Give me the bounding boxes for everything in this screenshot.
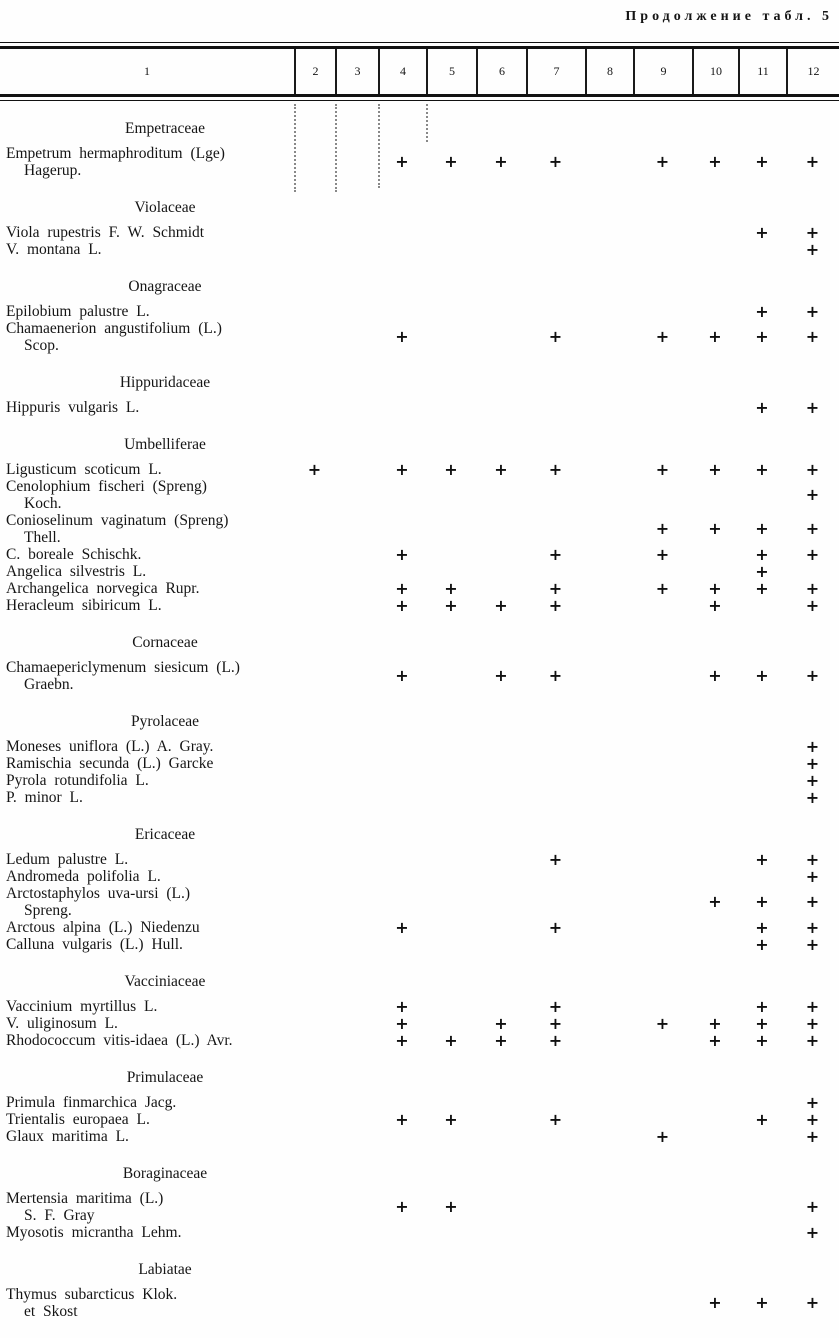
species-row [0, 919, 839, 936]
family-heading: Empetraceae [124, 120, 206, 137]
species-row [0, 789, 839, 806]
plus-mark-col-2: + [307, 459, 322, 479]
plus-mark-col-7: + [548, 544, 563, 564]
species-name [0, 224, 300, 241]
plus-mark-col-6: + [494, 459, 508, 479]
plus-mark-col-4: + [395, 327, 409, 346]
species-name-line: Angelica silvestris L. [6, 563, 147, 580]
header-bottom-rule-thick [0, 94, 839, 97]
species-name-line: Empetrum hermaphroditum (Lge) [6, 145, 225, 162]
species-name-line: Pyrola rotundifolia L. [6, 772, 149, 789]
plus-mark-col-12: + [805, 753, 820, 773]
plus-mark-col-10: + [708, 459, 722, 479]
species-name-line: Hippuris vulgaris L. [6, 399, 140, 416]
species-name-line: Ledum palustre L. [6, 851, 129, 868]
plus-mark-col-11: + [755, 459, 769, 479]
species-name [0, 399, 300, 416]
plus-mark-col-12: + [805, 917, 820, 937]
plus-mark-col-9: + [655, 1013, 670, 1033]
species-name-line: Graebn. [24, 676, 74, 693]
plus-mark-col-7: + [548, 459, 563, 479]
species-name-line: C. boreale Schischk. [6, 546, 142, 563]
species-name-line: S. F. Gray [24, 1207, 95, 1224]
plus-mark-col-11: + [755, 1013, 769, 1033]
species-name-line: Arctostaphylos uva-ursi (L.) [6, 885, 191, 902]
family-heading: Vacciniaceae [124, 973, 206, 990]
plus-mark-col-12: + [805, 485, 820, 504]
plus-mark-col-12: + [805, 459, 820, 479]
plus-mark-col-11: + [755, 397, 769, 417]
species-name [0, 145, 300, 179]
plus-mark-col-12: + [805, 1092, 820, 1112]
plus-mark-col-7: + [548, 595, 563, 615]
plus-mark-col-9: + [655, 1126, 670, 1146]
species-name [0, 303, 300, 320]
species-name [0, 1015, 300, 1032]
plus-mark-col-12: + [805, 327, 820, 346]
plus-mark-col-9: + [655, 459, 670, 479]
column-header-3: 3 [335, 49, 378, 94]
family-heading: Pyrolaceae [131, 713, 199, 730]
species-name [0, 563, 300, 580]
species-name-line: Myosotis micrantha Lehm. [6, 1224, 182, 1241]
species-row [0, 1032, 839, 1049]
species-row [0, 1128, 839, 1145]
species-name-line: V. montana L. [6, 241, 102, 258]
species-name [0, 580, 300, 597]
species-name [0, 998, 300, 1015]
plus-mark-col-5: + [444, 1030, 458, 1050]
plus-mark-col-9: + [655, 152, 670, 171]
species-name [0, 478, 300, 512]
plus-mark-col-12: + [805, 1126, 820, 1146]
species-name-line: Glaux maritima L. [6, 1128, 129, 1145]
plus-mark-col-4: + [395, 1197, 409, 1216]
species-row [0, 512, 839, 546]
species-name [0, 241, 300, 258]
plus-mark-col-12: + [805, 544, 820, 564]
plus-mark-col-12: + [805, 666, 820, 685]
plus-mark-col-10: + [708, 327, 722, 346]
plus-mark-col-12: + [805, 996, 820, 1016]
plus-mark-col-4: + [395, 1109, 409, 1129]
plus-mark-col-5: + [444, 1109, 458, 1129]
species-name-line: V. uliginosum L. [6, 1015, 118, 1032]
column-header-6: 6 [476, 49, 526, 94]
plus-mark-col-5: + [444, 152, 458, 171]
species-row [0, 936, 839, 953]
species-row [0, 320, 839, 354]
plus-mark-col-12: + [805, 892, 820, 911]
species-name-line: Thymus subarcticus Klok. [6, 1286, 178, 1303]
plus-mark-col-6: + [494, 1013, 508, 1033]
column-header-1: 1 [144, 64, 150, 78]
plus-mark-col-11: + [755, 1109, 769, 1129]
plus-mark-col-12: + [805, 787, 820, 807]
plus-mark-col-5: + [444, 595, 458, 615]
species-name-line: Thell. [24, 529, 61, 546]
plus-mark-col-4: + [395, 152, 409, 171]
plus-mark-col-10: + [708, 595, 722, 615]
species-name-line: Trientalis europaea L. [6, 1111, 150, 1128]
species-row [0, 1094, 839, 1111]
plus-mark-col-11: + [755, 666, 769, 685]
species-name [0, 1190, 300, 1224]
plus-mark-col-5: + [444, 578, 458, 598]
species-name-line: Vaccinium myrtillus L. [6, 998, 158, 1015]
plus-mark-col-7: + [548, 327, 563, 346]
species-row [0, 580, 839, 597]
species-name-line: Epilobium palustre L. [6, 303, 150, 320]
plus-mark-col-11: + [755, 849, 769, 869]
plus-mark-col-9: + [655, 544, 670, 564]
plus-mark-col-4: + [395, 595, 409, 615]
species-name-line: Viola rupestris F. W. Schmidt [6, 224, 205, 241]
plus-mark-col-9: + [655, 578, 670, 598]
plus-mark-col-12: + [805, 1109, 820, 1129]
plus-mark-col-12: + [805, 1197, 820, 1216]
species-row [0, 659, 839, 693]
species-name-line: Chamaepericlymenum siesicum (L.) [6, 659, 240, 676]
species-row [0, 1190, 839, 1224]
plus-mark-col-12: + [805, 1030, 820, 1050]
plus-mark-col-12: + [805, 519, 820, 538]
species-name [0, 1286, 300, 1320]
plus-mark-col-7: + [548, 1109, 563, 1129]
plus-mark-col-11: + [755, 996, 769, 1016]
plus-mark-col-12: + [805, 1222, 820, 1242]
column-header-8: 8 [585, 49, 633, 94]
plus-mark-col-4: + [395, 1013, 409, 1033]
plus-mark-col-12: + [805, 736, 820, 756]
plus-mark-col-11: + [755, 578, 769, 598]
species-name-line: Archangelica norvegica Rupr. [6, 580, 200, 597]
species-name [0, 1224, 300, 1241]
species-name [0, 885, 300, 919]
plus-mark-col-10: + [708, 666, 722, 685]
plus-mark-col-12: + [805, 578, 820, 598]
species-name [0, 597, 300, 614]
family-heading: Primulaceae [126, 1069, 204, 1086]
plus-mark-col-11: + [755, 301, 769, 321]
species-row [0, 546, 839, 563]
column-header-7: 7 [526, 49, 585, 94]
plus-mark-col-11: + [755, 892, 769, 911]
table-header-row [0, 49, 839, 94]
plus-mark-col-5: + [444, 1197, 458, 1216]
plus-mark-col-12: + [805, 152, 820, 171]
species-name [0, 936, 300, 953]
species-name-line: Rhodococcum vitis-idaea (L.) Avr. [6, 1032, 233, 1049]
species-name-line: Conioselinum vaginatum (Spreng) [6, 512, 229, 529]
plus-mark-col-12: + [805, 849, 820, 869]
plus-mark-col-11: + [755, 327, 769, 346]
species-row [0, 563, 839, 580]
plus-mark-col-11: + [755, 519, 769, 538]
plus-mark-col-4: + [395, 917, 409, 937]
plus-mark-col-11: + [755, 917, 769, 937]
family-heading: Hippuridaceae [119, 374, 211, 391]
plus-mark-col-7: + [548, 578, 563, 598]
plus-mark-col-12: + [805, 770, 820, 790]
species-row [0, 1286, 839, 1320]
species-row [0, 772, 839, 789]
plus-mark-col-4: + [395, 1030, 409, 1050]
plus-mark-col-6: + [494, 666, 508, 685]
species-name [0, 1111, 300, 1128]
plus-mark-col-7: + [548, 1030, 563, 1050]
species-name-line: Ramischia secunda (L.) Garcke [6, 755, 214, 772]
plus-mark-col-4: + [395, 459, 409, 479]
column-header-10: 10 [692, 49, 738, 94]
species-name-line: Ligusticum scoticum L. [6, 461, 162, 478]
column-header-2: 2 [294, 49, 335, 94]
plus-mark-col-10: + [708, 892, 722, 911]
species-row [0, 597, 839, 614]
plus-mark-col-11: + [755, 934, 769, 954]
plus-mark-col-4: + [395, 578, 409, 598]
species-row [0, 1224, 839, 1241]
plus-mark-col-12: + [805, 934, 820, 954]
species-name [0, 851, 300, 868]
plus-mark-col-10: + [708, 1013, 722, 1033]
species-name-line: Primula finmarchica Jacg. [6, 1094, 177, 1111]
plus-mark-col-12: + [805, 301, 820, 321]
species-row [0, 738, 839, 755]
species-name-line: P. minor L. [6, 789, 83, 806]
species-row [0, 303, 839, 320]
table-top-rule-thin [0, 42, 839, 43]
species-name [0, 738, 300, 755]
species-row [0, 1015, 839, 1032]
plus-mark-col-12: + [805, 239, 820, 259]
species-row [0, 998, 839, 1015]
plus-mark-col-9: + [655, 519, 670, 538]
family-heading: Onagraceae [128, 278, 202, 295]
plus-mark-col-10: + [708, 519, 722, 538]
plus-mark-col-11: + [755, 1030, 769, 1050]
species-name-line: Mertensia maritima (L.) [6, 1190, 164, 1207]
family-heading: Violaceae [134, 199, 196, 216]
family-heading: Cornaceae [132, 634, 198, 651]
column-header-12: 12 [786, 49, 839, 94]
species-name-line: Hagerup. [24, 162, 82, 179]
plus-mark-col-4: + [395, 996, 409, 1016]
column-header-9: 9 [633, 49, 692, 94]
species-name [0, 546, 300, 563]
plus-mark-col-4: + [395, 544, 409, 564]
table-body [0, 104, 839, 1320]
plus-mark-col-12: + [805, 1293, 820, 1312]
species-name-line: Cenolophium fischeri (Spreng) [6, 478, 207, 495]
plus-mark-col-11: + [755, 1293, 769, 1312]
species-name-line: Andromeda polifolia L. [6, 868, 161, 885]
plus-mark-col-12: + [805, 866, 820, 886]
plus-mark-col-10: + [708, 1293, 722, 1312]
species-name [0, 512, 300, 546]
species-row [0, 1111, 839, 1128]
plus-mark-col-7: + [548, 917, 563, 937]
species-name-line: Chamaenerion angustifolium (L.) [6, 320, 222, 337]
species-name [0, 461, 300, 478]
species-name-line: Scop. [24, 337, 59, 354]
species-name [0, 1032, 300, 1049]
species-name [0, 755, 300, 772]
plus-mark-col-12: + [805, 222, 820, 242]
species-name [0, 772, 300, 789]
plus-mark-col-12: + [805, 595, 820, 615]
plus-mark-col-11: + [755, 561, 769, 581]
plus-mark-col-5: + [444, 459, 458, 479]
species-name-line: Arctous alpina (L.) Niedenzu [6, 919, 200, 936]
plus-mark-col-7: + [548, 152, 563, 171]
plus-mark-col-7: + [548, 1013, 563, 1033]
family-heading: Ericaceae [134, 826, 196, 843]
plus-mark-col-7: + [548, 996, 563, 1016]
species-name-line: Heracleum sibiricum L. [6, 597, 162, 614]
plus-mark-col-10: + [708, 152, 722, 171]
column-header-5: 5 [426, 49, 476, 94]
species-name-line: Spreng. [24, 902, 72, 919]
species-name-line: Calluna vulgaris (L.) Hull. [6, 936, 183, 953]
plus-mark-col-4: + [395, 666, 409, 685]
species-name-line: et Skost [24, 1303, 78, 1320]
column-header-4: 4 [378, 49, 426, 94]
species-name [0, 659, 300, 693]
plus-mark-col-12: + [805, 1013, 820, 1033]
species-row [0, 241, 839, 258]
plus-mark-col-6: + [494, 595, 508, 615]
plus-mark-col-9: + [655, 327, 670, 346]
plus-mark-col-11: + [755, 152, 769, 171]
plus-mark-col-10: + [708, 1030, 722, 1050]
plus-mark-col-11: + [755, 544, 769, 564]
species-name [0, 789, 300, 806]
species-row [0, 399, 839, 416]
plus-mark-col-6: + [494, 152, 508, 171]
page-title: Продолжение табл. 5 [625, 9, 833, 24]
species-row [0, 868, 839, 885]
plus-mark-col-10: + [708, 578, 722, 598]
species-row [0, 478, 839, 512]
species-name [0, 919, 300, 936]
species-row [0, 885, 839, 919]
plus-mark-col-12: + [805, 397, 820, 417]
family-heading: Boraginaceae [122, 1165, 208, 1182]
header-bottom-rule-thin [0, 100, 839, 101]
species-name [0, 868, 300, 885]
species-row [0, 461, 839, 478]
plus-mark-col-7: + [548, 849, 563, 869]
species-name [0, 1094, 300, 1111]
species-name [0, 1128, 300, 1145]
plus-mark-col-11: + [755, 222, 769, 242]
family-heading: Labiatae [138, 1261, 192, 1278]
species-name [0, 320, 300, 354]
species-name-line: Koch. [24, 495, 62, 512]
species-name-line: Moneses uniflora (L.) A. Gray. [6, 738, 214, 755]
species-row [0, 755, 839, 772]
plus-mark-col-6: + [494, 1030, 508, 1050]
column-header-11: 11 [738, 49, 786, 94]
species-row [0, 145, 839, 179]
species-row [0, 851, 839, 868]
species-row [0, 224, 839, 241]
family-heading: Umbelliferae [124, 436, 206, 453]
plus-mark-col-7: + [548, 666, 563, 685]
